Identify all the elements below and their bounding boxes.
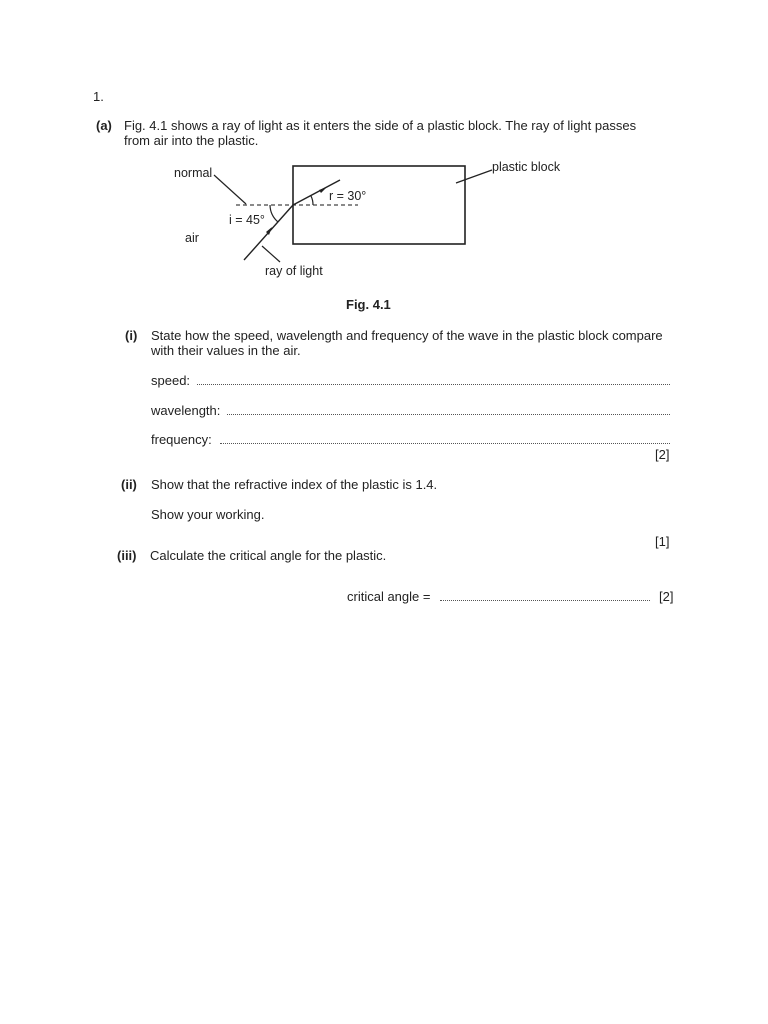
critical-angle-label: critical angle =	[347, 589, 431, 604]
refracted-ray-arrow	[319, 187, 327, 193]
part-a-intro-line1: Fig. 4.1 shows a ray of light as it enters the side of a plastic block. The ray of light passes	[124, 118, 637, 133]
part-ii-marks: [1]	[655, 534, 670, 549]
refraction-angle-label: r = 30°	[329, 189, 367, 203]
critical-angle-answer-line[interactable]	[440, 600, 650, 601]
wavelength-answer-line[interactable]	[227, 414, 670, 415]
part-ii-working: Show your working.	[151, 507, 265, 522]
question-number: 1.	[93, 89, 104, 104]
air-label: air	[185, 231, 199, 245]
normal-label: normal	[174, 166, 213, 180]
part-a-intro-line2: from air into the plastic.	[124, 133, 259, 148]
plastic-block	[293, 166, 465, 244]
wavelength-label: wavelength:	[151, 403, 221, 418]
figure-caption: Fig. 4.1	[346, 297, 391, 312]
incidence-angle-label: i = 45°	[229, 213, 265, 227]
frequency-label: frequency:	[151, 432, 212, 447]
refraction-angle-arc	[311, 196, 313, 205]
part-ii-label: (ii)	[121, 477, 137, 492]
ray-label: ray of light	[265, 264, 323, 278]
speed-answer-line[interactable]	[197, 384, 670, 385]
speed-label: speed:	[151, 373, 191, 388]
ray-leader	[262, 246, 280, 262]
plastic-block-label: plastic block	[492, 160, 561, 174]
part-i-label: (i)	[125, 328, 138, 343]
part-iii-label: (iii)	[117, 548, 137, 563]
part-i-text-line2: with their values in the air.	[151, 343, 301, 358]
refraction-figure	[0, 0, 768, 300]
part-iii-text: Calculate the critical angle for the plastic.	[150, 548, 387, 563]
part-ii-text: Show that the refractive index of the plastic is 1.4.	[151, 477, 438, 492]
incidence-angle-arc	[270, 205, 278, 222]
frequency-answer-line[interactable]	[220, 443, 670, 444]
part-i-marks: [2]	[655, 447, 670, 462]
part-i-text-line1: State how the speed, wavelength and frequency of the wave in the plastic block compare	[151, 328, 663, 343]
part-a-label: (a)	[96, 118, 112, 133]
plastic-block-leader	[456, 170, 492, 183]
normal-leader	[214, 175, 246, 204]
part-iii-marks: [2]	[659, 589, 674, 604]
